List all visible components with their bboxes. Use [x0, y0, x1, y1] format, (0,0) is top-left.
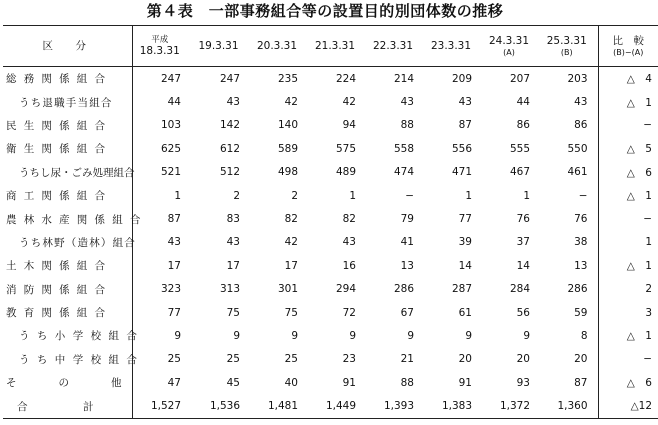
cell-diff: − [598, 348, 658, 371]
data-table [3, 25, 658, 419]
cell-value: 2 [233, 189, 240, 202]
row-category: 総務関係組合 [6, 73, 113, 86]
cell-value: 20 [516, 353, 530, 366]
cell-value: 625 [132, 137, 191, 160]
cell-value: 1,372 [482, 394, 540, 418]
cell-value: 75 [226, 306, 240, 319]
header-year-mark: (B) [560, 48, 573, 57]
header-year [424, 26, 482, 67]
cell-value: 82 [342, 213, 356, 226]
cell-value: 13 [574, 259, 588, 272]
cell-diff: − [598, 114, 658, 137]
cell-value: 294 [335, 283, 356, 296]
cell-value: 9 [465, 329, 472, 342]
cell-value: 88 [400, 119, 414, 132]
cell-diff: △12 [598, 394, 658, 418]
row-category: うち中学校組合 [19, 353, 145, 366]
row-category: うち林野（造林）組合 [19, 236, 136, 249]
cell-value: 589 [277, 142, 298, 155]
cell-diff: △ 1 [598, 184, 658, 207]
cell-value: 214 [393, 72, 414, 85]
cell-value: 13 [400, 259, 414, 272]
cell-value: 82 [284, 213, 298, 226]
cell-value: 47 [132, 371, 191, 394]
table-row [3, 207, 658, 230]
cell-value: 39 [458, 236, 472, 249]
cell-diff: 3 [598, 301, 658, 324]
cell-value: 21 [400, 353, 414, 366]
table-row [3, 184, 658, 207]
cell-value: 550 [567, 142, 588, 155]
cell-value: 489 [335, 166, 356, 179]
cell-value: 1 [523, 189, 530, 202]
table-row [3, 114, 658, 137]
cell-diff: △ 1 [598, 324, 658, 347]
cell-diff: △ 1 [598, 254, 658, 277]
cell-value: 20 [458, 353, 472, 366]
cell-value: 40 [284, 376, 298, 389]
cell-value: 247 [219, 72, 240, 85]
header-diff-formula: (B)−(A) [613, 48, 644, 57]
cell-value: 23 [342, 353, 356, 366]
cell-value: 1 [465, 189, 472, 202]
header-year-label: 21.3.31 [314, 40, 356, 52]
table-row [3, 348, 658, 371]
cell-value: 75 [284, 306, 298, 319]
cell-value: 87 [458, 119, 472, 132]
cell-value: 87 [132, 207, 191, 230]
cell-value: 77 [458, 213, 472, 226]
cell-value: 207 [509, 72, 530, 85]
cell-value: 9 [132, 324, 191, 347]
row-category: うち小学校組合 [19, 330, 145, 343]
cell-value: 461 [567, 166, 588, 179]
table-row [3, 161, 658, 184]
cell-value: 286 [567, 283, 588, 296]
cell-value: 1,393 [366, 394, 424, 418]
header-year-label: 18.3.31 [139, 45, 180, 57]
cell-value: 467 [509, 166, 530, 179]
cell-value: 247 [132, 67, 191, 91]
cell-value: 25 [132, 348, 191, 371]
cell-value: 9 [233, 329, 240, 342]
cell-value: 41 [400, 236, 414, 249]
cell-value: 44 [132, 90, 191, 113]
cell-value: 498 [277, 166, 298, 179]
table-row [3, 324, 658, 347]
cell-value: 44 [516, 96, 530, 109]
cell-value: 313 [219, 283, 240, 296]
header-year [250, 26, 308, 67]
cell-value: 521 [132, 161, 191, 184]
cell-value: 474 [393, 166, 414, 179]
header-year [540, 26, 598, 67]
table-row [3, 67, 658, 91]
row-category: そ の 他 [6, 377, 122, 390]
row-category: 商工関係組合 [6, 190, 113, 203]
cell-value: 14 [516, 259, 530, 272]
cell-value: 45 [226, 376, 240, 389]
header-year-label: 25.3.31 [546, 35, 587, 47]
header-year-label: 22.3.31 [372, 40, 414, 52]
cell-value: 91 [458, 376, 472, 389]
cell-diff: − [598, 207, 658, 230]
cell-value: − [405, 189, 414, 202]
table-row [3, 254, 658, 277]
cell-diff: 1 [598, 231, 658, 254]
cell-value: 42 [284, 236, 298, 249]
cell-value: 87 [574, 376, 588, 389]
cell-value: 61 [458, 306, 472, 319]
cell-diff: △ 6 [598, 371, 658, 394]
cell-diff: △ 6 [598, 161, 658, 184]
cell-diff: 2 [598, 278, 658, 301]
cell-value: 103 [132, 114, 191, 137]
cell-value: 555 [509, 142, 530, 155]
header-year [191, 26, 250, 67]
cell-value: 76 [574, 213, 588, 226]
row-category: うちし尿・ごみ処理組合 [19, 166, 135, 179]
cell-value: 20 [574, 353, 588, 366]
row-category: 衛生関係組合 [6, 143, 113, 156]
cell-value: 575 [335, 142, 356, 155]
cell-value: 25 [284, 353, 298, 366]
header-year-era: 平成 [151, 35, 169, 45]
cell-value: 209 [451, 72, 472, 85]
cell-value: 43 [132, 231, 191, 254]
table-title: 第４表 一部事務組合等の設置目的別団体数の推移 [146, 2, 504, 20]
header-year [482, 26, 540, 67]
cell-value: 1,527 [132, 394, 191, 418]
cell-value: − [578, 189, 588, 202]
cell-value: 17 [284, 259, 298, 272]
cell-value: 14 [458, 259, 472, 272]
header-year [308, 26, 366, 67]
cell-value: 43 [400, 96, 414, 109]
cell-value: 17 [132, 254, 191, 277]
header-year-label: 23.3.31 [430, 40, 472, 52]
cell-value: 203 [567, 72, 588, 85]
header-row [3, 26, 658, 67]
header-category: 区 分 [3, 26, 132, 67]
cell-value: 9 [349, 329, 356, 342]
row-category: 農林水産関係組合 [6, 213, 148, 226]
cell-value: 556 [451, 142, 472, 155]
cell-value: 59 [574, 306, 588, 319]
cell-value: 17 [226, 259, 240, 272]
cell-diff: △ 1 [598, 90, 658, 113]
cell-value: 286 [393, 283, 414, 296]
cell-value: 1,481 [250, 394, 308, 418]
cell-value: 94 [342, 119, 356, 132]
cell-value: 9 [523, 329, 530, 342]
cell-value: 42 [284, 96, 298, 109]
row-category: うち退職手当組合 [19, 96, 113, 109]
cell-value: 9 [407, 329, 414, 342]
cell-value: 8 [580, 329, 588, 342]
cell-value: 284 [509, 283, 530, 296]
cell-value: 42 [342, 96, 356, 109]
cell-value: 38 [574, 236, 588, 249]
cell-value: 83 [226, 213, 240, 226]
cell-value: 9 [291, 329, 298, 342]
cell-value: 93 [516, 376, 530, 389]
cell-value: 471 [451, 166, 472, 179]
header-diff [598, 26, 658, 67]
cell-value: 77 [132, 301, 191, 324]
cell-value: 140 [277, 119, 298, 132]
cell-diff: △ 4 [598, 67, 658, 91]
cell-value: 612 [219, 142, 240, 155]
row-category: 民生関係組合 [6, 119, 113, 132]
cell-diff: △ 5 [598, 137, 658, 160]
cell-value: 86 [516, 119, 530, 132]
cell-value: 1,360 [540, 394, 598, 418]
cell-value: 43 [458, 96, 472, 109]
cell-value: 25 [226, 353, 240, 366]
cell-value: 1,383 [424, 394, 482, 418]
cell-value: 301 [277, 283, 298, 296]
cell-value: 512 [219, 166, 240, 179]
cell-value: 37 [516, 236, 530, 249]
cell-value: 142 [219, 119, 240, 132]
table-row [3, 137, 658, 160]
cell-value: 43 [226, 96, 240, 109]
header-year-label: 19.3.31 [198, 40, 239, 52]
header-year-label: 20.3.31 [256, 40, 298, 52]
cell-value: 558 [393, 142, 414, 155]
cell-value: 287 [451, 283, 472, 296]
cell-value: 56 [516, 306, 530, 319]
cell-value: 43 [574, 96, 588, 109]
table-row [3, 371, 658, 394]
cell-value: 43 [226, 236, 240, 249]
cell-value: 88 [400, 376, 414, 389]
cell-value: 1,449 [308, 394, 366, 418]
cell-value: 1 [349, 189, 356, 202]
header-year-label: 24.3.31 [488, 35, 530, 47]
table-row [3, 301, 658, 324]
header-year [366, 26, 424, 67]
row-category: 合 計 [3, 394, 132, 418]
header-year [132, 26, 191, 67]
cell-value: 72 [342, 306, 356, 319]
table-row [3, 90, 658, 113]
header-year-mark: (A) [503, 48, 515, 57]
row-category: 教育関係組合 [6, 307, 113, 320]
cell-value: 79 [400, 213, 414, 226]
cell-value: 1 [132, 184, 191, 207]
cell-value: 1,536 [191, 394, 250, 418]
header-diff-label: 比 較 [612, 35, 644, 47]
table-row [3, 231, 658, 254]
table-body [3, 67, 658, 419]
row-category: 消防関係組合 [6, 283, 113, 296]
cell-value: 235 [277, 72, 298, 85]
cell-value: 43 [342, 236, 356, 249]
row-category: 土木関係組合 [6, 260, 113, 273]
cell-value: 91 [342, 376, 356, 389]
cell-value: 76 [516, 213, 530, 226]
table-row [3, 278, 658, 301]
cell-value: 2 [291, 189, 298, 202]
cell-value: 224 [335, 72, 356, 85]
cell-value: 86 [574, 119, 588, 132]
cell-value: 16 [342, 259, 356, 272]
cell-value: 67 [400, 306, 414, 319]
cell-value: 323 [132, 278, 191, 301]
total-row [3, 394, 658, 418]
